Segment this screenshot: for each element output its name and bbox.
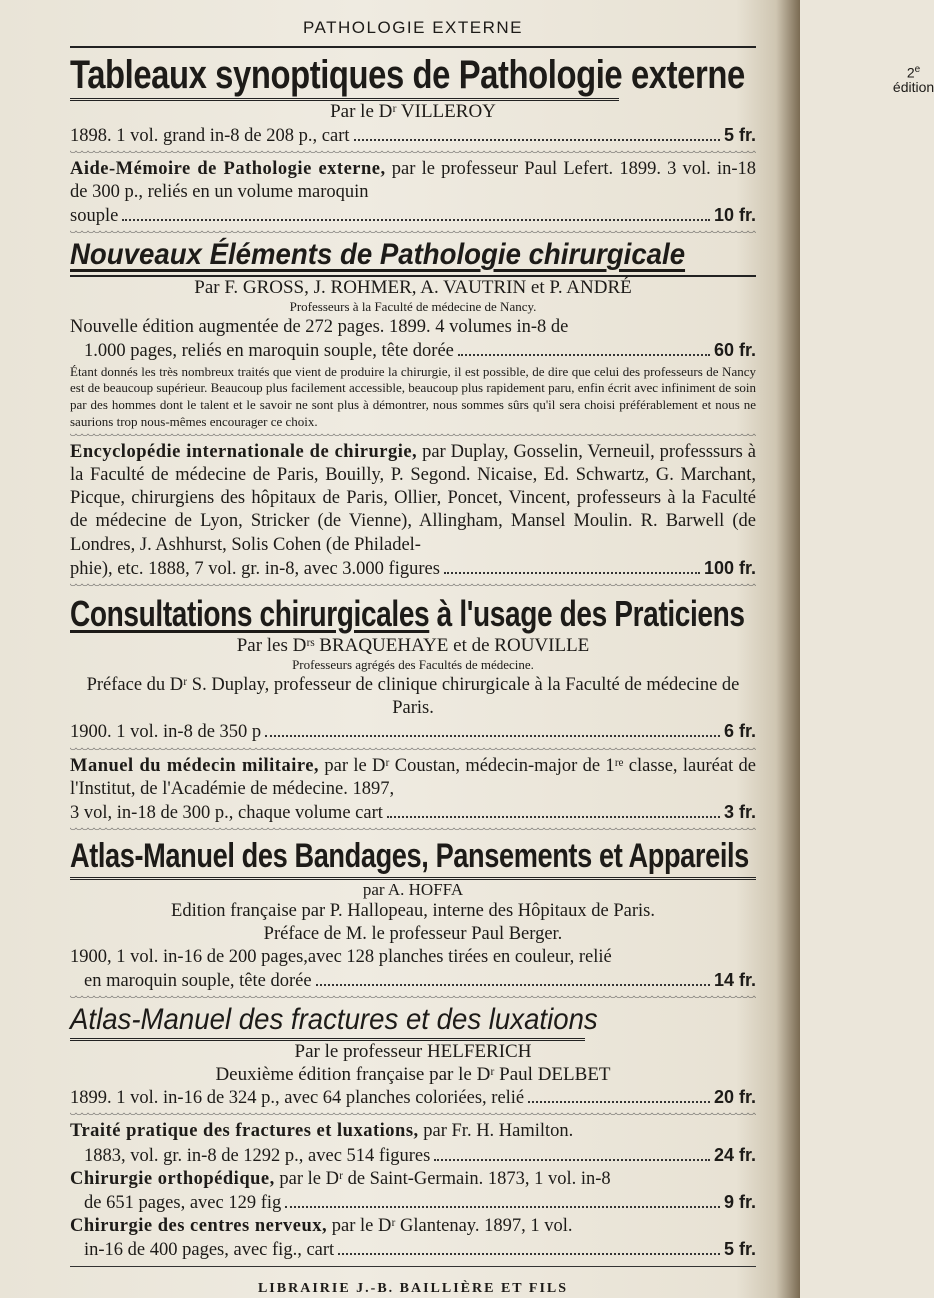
villeroy-author: Par le Dʳ VILLEROY — [330, 101, 496, 122]
aide-memoire-entry — [70, 158, 756, 204]
dot-leader — [122, 219, 710, 221]
dot-leader — [265, 735, 720, 737]
centres-nerveux-price: 5 fr. — [723, 1238, 756, 1259]
running-head: PATHOLOGIE EXTERNE — [302, 18, 524, 37]
wavy-divider — [70, 230, 756, 236]
manuel-militaire-price: 3 fr. — [723, 801, 756, 822]
manuel-militaire-lead: Manuel du médecin militaire, — [70, 755, 320, 776]
manuel-militaire-entry — [70, 755, 756, 801]
hamilton-price-line — [70, 1144, 756, 1168]
consultations-title-rest: à l'usage des Praticiens — [429, 592, 745, 634]
manuel-militaire-price-line — [70, 801, 756, 825]
fractures-title: Atlas-Manuel des fractures et des luxations — [70, 1003, 598, 1037]
fractures-price-line — [70, 1086, 756, 1110]
encyclopedie-price: 100 fr. — [703, 557, 756, 578]
dot-leader — [434, 1159, 710, 1161]
villeroy-desc: 1898. 1 vol. grand in-8 de 208 p., cart — [70, 125, 350, 146]
hamilton-lead: Traité pratique des fractures et luxations, — [70, 1121, 419, 1142]
gross-affiliation: Professeurs à la Faculté de médecine de Nancy. — [289, 299, 537, 315]
orthopedique-entry — [70, 1168, 756, 1191]
orthopedique-price-line — [70, 1191, 756, 1215]
orthopedique-lead: Chirurgie orthopédique, — [70, 1168, 275, 1189]
consultations-price-line — [70, 720, 756, 744]
braquehaye-authors: Par les Dʳˢ BRAQUEHAYE et de ROUVILLE — [236, 634, 590, 656]
helferich-author: Par le professeur HELFERICH — [294, 1040, 532, 1062]
edition-word: édition — [892, 79, 934, 95]
consultations-title-bold: Consultations chirurgicales — [70, 592, 430, 634]
centres-nerveux-price-line — [70, 1238, 756, 1262]
edition-sup: e — [914, 64, 921, 76]
wavy-divider — [70, 150, 756, 156]
wavy-divider — [70, 747, 756, 753]
consultations-desc: 1900. 1 vol. in-8 de 350 p — [70, 722, 262, 743]
gross-last: 1.000 pages, reliés en maroquin souple, tête dorée — [84, 341, 454, 362]
villeroy-price-line — [70, 124, 756, 148]
aide-memoire-lead: Aide-Mémoire de Pathologie externe, — [70, 158, 386, 179]
encyclopedie-lead: Encyclopédie internationale de chirurgie, — [70, 442, 418, 463]
aide-memoire-price: 10 fr. — [713, 205, 756, 226]
encyclopedie-last: phie), etc. 1888, 7 vol. gr. in-8, avec 3.000 figures — [70, 558, 440, 579]
centres-nerveux-text: par le Dʳ Glantenay. 1897, 1 vol. — [327, 1215, 573, 1236]
encyclopedie-text: par Duplay, Gosselin, Verneuil, professsurs à la Faculté de médecine de Paris, Bouilly, P. Segond. Nicaise, Ed. Schwartz, G. Marchant, Picque, chirurgiens des hôpitaux de Paris, Ollier, Poncet, Vincent, professeurs à la Faculté de médecine de Lyon, Stricker (de Vienne), Allingham, Mansel Moulin. R. Barwell (de Londres, J. Ashhurst, Solis Cohen (de Philadel- — [70, 442, 756, 555]
delbet-edition: Deuxième édition française par le Dʳ Paul DELBET — [215, 1063, 611, 1085]
centres-nerveux-last: in-16 de 400 pages, avec fig., cart — [84, 1239, 335, 1260]
aide-memoire-text: par le professeur Paul Lefert. 1899. 3 vol. in-18 de 300 p., reliés en un volume maroquin — [70, 158, 756, 202]
bandages-price-line — [70, 969, 756, 993]
edition-num: 2 — [906, 65, 915, 81]
consultations-title — [70, 592, 745, 634]
wavy-divider — [70, 583, 756, 589]
wavy-divider — [70, 1112, 756, 1118]
centres-nerveux-lead: Chirurgie des centres nerveux, — [70, 1215, 328, 1236]
fractures-desc: 1899. 1 vol. in-16 de 324 p., avec 64 planches coloriées, relié — [70, 1088, 525, 1109]
gross-body: Nouvelle édition augmentée de 272 pages. 1899. 4 volumes in-8 de — [70, 317, 569, 338]
wavy-divider — [70, 995, 756, 1001]
tableaux-title: Tableaux synoptiques de Pathologie externe — [70, 53, 745, 97]
gross-price: 60 fr. — [713, 340, 756, 361]
manuel-militaire-last: 3 vol, in-18 de 300 p., chaque volume cart — [70, 802, 383, 823]
hamilton-entry — [70, 1120, 756, 1143]
hamilton-text: par Fr. H. Hamilton. — [418, 1121, 574, 1142]
duplay-preface: Préface du Dʳ S. Duplay, professeur de clinique chirurgicale à la Faculté de médecine de Paris. — [86, 675, 740, 719]
edition-label — [893, 65, 934, 94]
dot-leader — [316, 984, 710, 986]
wavy-divider — [70, 433, 756, 439]
wavy-divider — [70, 827, 756, 833]
gross-price-line — [70, 339, 756, 363]
hamilton-price: 24 fr. — [713, 1144, 756, 1165]
braquehaye-affiliation: Professeurs agrégés des Facultés de médecine. — [292, 657, 534, 673]
orthopedique-price: 9 fr. — [723, 1191, 756, 1212]
manuel-militaire-text: par le Dʳ Coustan, médecin-major de 1ʳᵉ classe, lauréat de l'Institut, de l'Académie de médecine. 1897, — [70, 755, 756, 799]
centres-nerveux-entry — [70, 1215, 756, 1238]
tableaux-title-row — [70, 48, 934, 98]
hoffa-author: par A. HOFFA — [362, 879, 464, 899]
gross-authors: Par F. GROSS, J. ROHMER, A. VAUTRIN et P. ANDRÉ — [194, 276, 632, 298]
bandages-title: Atlas-Manuel des Bandages, Pansements et Appareils — [70, 836, 749, 875]
consultations-price: 6 fr. — [723, 721, 756, 742]
publisher-footer: LIBRAIRIE J.-B. BAILLIÈRE ET FILS — [257, 1280, 569, 1296]
orthopedique-text: par le Dʳ de Saint-Germain. 1873, 1 vol. in-8 — [274, 1168, 611, 1189]
dot-leader — [528, 1101, 710, 1103]
aide-memoire-last: souple — [70, 206, 119, 227]
dot-leader — [444, 572, 700, 574]
bottom-rule — [70, 1266, 756, 1267]
villeroy-price: 5 fr. — [723, 124, 756, 145]
dot-leader — [338, 1253, 720, 1255]
dot-leader — [285, 1206, 720, 1208]
review-note: Étant donnés les très nombreux traités que vient de produire la chirurgie, il est possible, de dire que celui des professeurs de Nancy est de beaucoup supérieur. Beaucoup plus facilement accessible, beaucoup plus rapidement paru, enfin écrit avec infiniment de soin par des hommes dont le talent et le savoir ne sont plus à démontrer, nous sommes sûrs qu'il sera choisi préférablement et nous ne saurions trop nous-mêmes encourager ce choix. — [70, 363, 756, 430]
bandages-last: en maroquin souple, tête dorée — [84, 971, 312, 992]
dot-leader — [354, 139, 720, 141]
dot-leader — [458, 354, 710, 356]
berger-preface: Préface de M. le professeur Paul Berger. — [263, 924, 563, 945]
bandages-body: 1900, 1 vol. in-16 de 200 pages,avec 128 planches tirées en couleur, relié — [70, 947, 612, 968]
encyclopedie-price-line — [70, 557, 756, 581]
hamilton-last: 1883, vol. gr. in-8 de 1292 p., avec 514 figures — [84, 1145, 431, 1166]
fractures-price: 20 fr. — [713, 1087, 756, 1108]
bandages-price: 14 fr. — [713, 970, 756, 991]
hoffa-edition: Edition française par P. Hallopeau, interne des Hôpitaux de Paris. — [171, 900, 655, 921]
orthopedique-last: de 651 pages, avec 129 fig — [84, 1192, 282, 1213]
encyclopedie-entry — [70, 441, 756, 557]
dot-leader — [387, 816, 720, 818]
nouveaux-elements-title: Nouveaux Éléments de Pathologie chirurgicale — [70, 238, 686, 272]
aide-memoire-price-line — [70, 204, 756, 228]
